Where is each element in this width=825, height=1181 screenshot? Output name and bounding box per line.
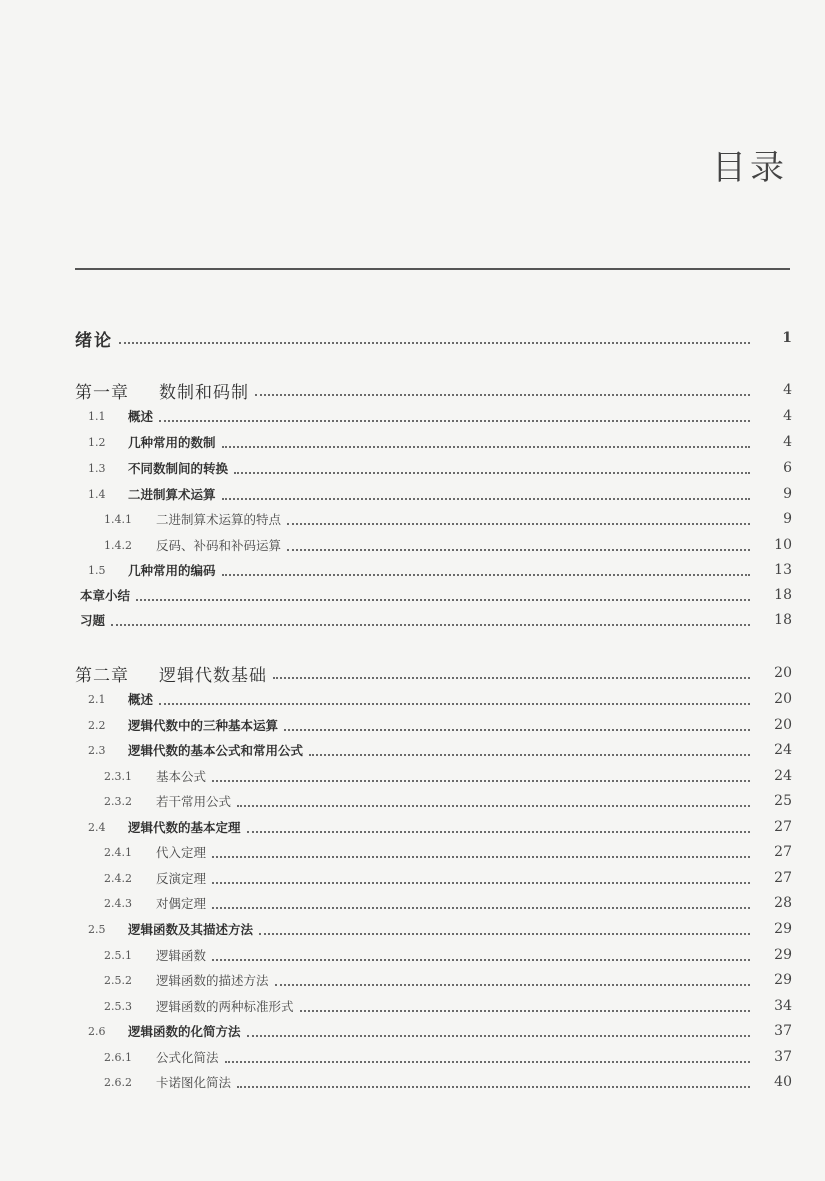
toc-label: 若干常用公式 — [156, 794, 232, 809]
dot-leader — [275, 974, 750, 986]
dot-leader — [247, 821, 750, 833]
toc-number: 1.1 — [88, 409, 106, 423]
toc-entry-sub[interactable] — [0, 1046, 825, 1068]
toc-label: 数制和码制 — [159, 382, 249, 403]
toc-entry-sub[interactable] — [0, 944, 825, 966]
toc-page-number: 20 — [774, 691, 792, 707]
toc-label: 绪论 — [75, 330, 113, 351]
toc-page-number: 4 — [783, 434, 792, 450]
toc-page-number: 6 — [783, 460, 792, 476]
toc-page-number: 4 — [783, 382, 792, 398]
toc-page-number: 28 — [774, 895, 792, 911]
toc-entry-intro[interactable] — [0, 327, 825, 349]
toc-page-number: 34 — [774, 998, 792, 1014]
toc-label: 不同数制间的转换 — [128, 461, 229, 476]
toc-entry-section[interactable] — [0, 431, 825, 453]
toc-entry-chapter[interactable] — [0, 662, 825, 684]
toc-page-number: 18 — [774, 587, 792, 603]
toc-entry-misc[interactable] — [0, 584, 825, 606]
toc-page-number: 20 — [774, 665, 792, 681]
toc-entry-section[interactable] — [0, 483, 825, 505]
toc-label: 逻辑函数的描述方法 — [156, 973, 269, 988]
dot-leader — [111, 614, 750, 626]
toc-page-number: 13 — [774, 562, 792, 578]
toc-entry-sub[interactable] — [0, 841, 825, 863]
dot-leader — [222, 564, 750, 576]
toc-page-number: 24 — [774, 742, 792, 758]
toc-label: 二进制算术运算 — [128, 487, 216, 502]
toc-page-number: 10 — [774, 537, 792, 553]
toc-page-number: 4 — [783, 408, 792, 424]
toc-page-number: 9 — [783, 511, 792, 527]
toc-entry-section[interactable] — [0, 405, 825, 427]
toc-number: 1.4.2 — [104, 538, 132, 552]
dot-leader — [222, 436, 750, 448]
dot-leader — [247, 1025, 750, 1037]
dot-leader — [136, 589, 750, 601]
toc-page-number: 20 — [774, 717, 792, 733]
dot-leader — [225, 1051, 750, 1063]
toc-label: 本章小结 — [80, 588, 131, 603]
dot-leader — [212, 846, 750, 858]
dot-leader — [309, 744, 750, 756]
toc-number: 2.5.3 — [104, 999, 132, 1013]
toc-label: 逻辑函数的两种标准形式 — [156, 999, 294, 1014]
toc-entry-sub[interactable] — [0, 765, 825, 787]
toc-label: 逻辑代数的基本公式和常用公式 — [128, 743, 304, 758]
dot-leader — [287, 513, 750, 525]
dot-leader — [234, 462, 750, 474]
dot-leader — [212, 770, 750, 782]
toc-page-number: 29 — [774, 921, 792, 937]
toc-entry-sub[interactable] — [0, 867, 825, 889]
page-title: 目录 — [712, 148, 788, 188]
toc-label: 逻辑函数及其描述方法 — [128, 922, 254, 937]
dot-leader — [237, 1076, 750, 1088]
toc-label: 逻辑代数的基本定理 — [128, 820, 241, 835]
toc-number: 2.5.1 — [104, 948, 132, 962]
toc-page-number: 27 — [774, 844, 792, 860]
toc-number: 2.5.2 — [104, 973, 132, 987]
toc-number: 1.4 — [88, 487, 106, 501]
toc-label: 逻辑代数中的三种基本运算 — [128, 718, 279, 733]
toc-entry-sub[interactable] — [0, 534, 825, 556]
toc-number: 2.6.1 — [104, 1050, 132, 1064]
toc-label: 概述 — [128, 409, 154, 424]
toc-label: 几种常用的数制 — [128, 435, 216, 450]
toc-number: 2.5 — [88, 922, 106, 936]
dot-leader — [300, 1000, 750, 1012]
dot-leader — [212, 897, 750, 909]
dot-leader — [284, 719, 750, 731]
toc-entry-section[interactable] — [0, 739, 825, 761]
toc-label: 反码、补码和补码运算 — [156, 538, 282, 553]
toc-page-number: 1 — [782, 330, 792, 346]
toc-label: 代入定理 — [156, 845, 207, 860]
toc-label: 对偶定理 — [156, 896, 207, 911]
dot-leader — [212, 949, 750, 961]
toc-entry-sub[interactable] — [0, 995, 825, 1017]
toc-entry-section[interactable] — [0, 559, 825, 581]
toc-number: 2.6 — [88, 1024, 106, 1038]
toc-label: 反演定理 — [156, 871, 207, 886]
toc-page-number: 37 — [774, 1049, 792, 1065]
toc-page-number: 37 — [774, 1023, 792, 1039]
toc-entry-section[interactable] — [0, 688, 825, 710]
dot-leader — [212, 872, 750, 884]
dot-leader — [259, 923, 750, 935]
toc-label: 逻辑代数基础 — [159, 665, 267, 686]
toc-page-number: 27 — [774, 819, 792, 835]
toc-entry-sub[interactable] — [0, 790, 825, 812]
toc-number: 2.3.2 — [104, 794, 132, 808]
toc-label: 二进制算术运算的特点 — [156, 512, 282, 527]
dot-leader — [287, 539, 750, 551]
toc-entry-sub[interactable] — [0, 508, 825, 530]
toc-label: 几种常用的编码 — [128, 563, 216, 578]
toc-number: 2.1 — [88, 692, 106, 706]
toc-number: 1.3 — [88, 461, 106, 475]
toc-page-number: 29 — [774, 972, 792, 988]
toc-label: 逻辑函数的化简方法 — [128, 1024, 241, 1039]
toc-page-number: 25 — [774, 793, 792, 809]
dot-leader — [159, 410, 750, 422]
toc-number: 1.4.1 — [104, 512, 132, 526]
toc-entry-sub[interactable] — [0, 892, 825, 914]
dot-leader — [222, 488, 750, 500]
toc-page-number: 40 — [774, 1074, 792, 1090]
toc-number: 第二章 — [75, 665, 129, 686]
toc-number: 2.4.1 — [104, 845, 132, 859]
toc-number: 2.6.2 — [104, 1075, 132, 1089]
dot-leader — [119, 332, 750, 344]
toc-entry-section[interactable] — [0, 714, 825, 736]
toc-page-number: 9 — [783, 486, 792, 502]
dot-leader — [159, 693, 750, 705]
toc-number: 第一章 — [75, 382, 129, 403]
toc-entry-sub[interactable] — [0, 1071, 825, 1093]
toc-entry-section[interactable] — [0, 816, 825, 838]
toc-label: 概述 — [128, 692, 154, 707]
toc-page-number: 24 — [774, 768, 792, 784]
toc-number: 2.4.3 — [104, 896, 132, 910]
toc-label: 公式化简法 — [156, 1050, 219, 1065]
toc-label: 卡诺图化简法 — [156, 1075, 232, 1090]
toc-entry-section[interactable] — [0, 457, 825, 479]
toc-number: 2.4 — [88, 820, 106, 834]
toc-number: 2.4.2 — [104, 871, 132, 885]
toc-label: 逻辑函数 — [156, 948, 207, 963]
toc-label: 习题 — [80, 613, 106, 628]
toc-number: 1.5 — [88, 563, 106, 577]
toc-label: 基本公式 — [156, 769, 207, 784]
toc-page-number: 29 — [774, 947, 792, 963]
toc-page-number: 27 — [774, 870, 792, 886]
toc-entry-misc[interactable] — [0, 609, 825, 631]
toc-page-number: 18 — [774, 612, 792, 628]
dot-leader — [255, 384, 750, 396]
toc-entry-sub[interactable] — [0, 969, 825, 991]
dot-leader — [237, 795, 750, 807]
dot-leader — [273, 667, 750, 679]
toc-number: 2.3 — [88, 743, 106, 757]
toc-number: 2.3.1 — [104, 769, 132, 783]
toc-entry-section[interactable] — [0, 1020, 825, 1042]
toc-number: 2.2 — [88, 718, 106, 732]
toc-number: 1.2 — [88, 435, 106, 449]
toc-entry-section[interactable] — [0, 918, 825, 940]
toc-entry-chapter[interactable] — [0, 379, 825, 401]
